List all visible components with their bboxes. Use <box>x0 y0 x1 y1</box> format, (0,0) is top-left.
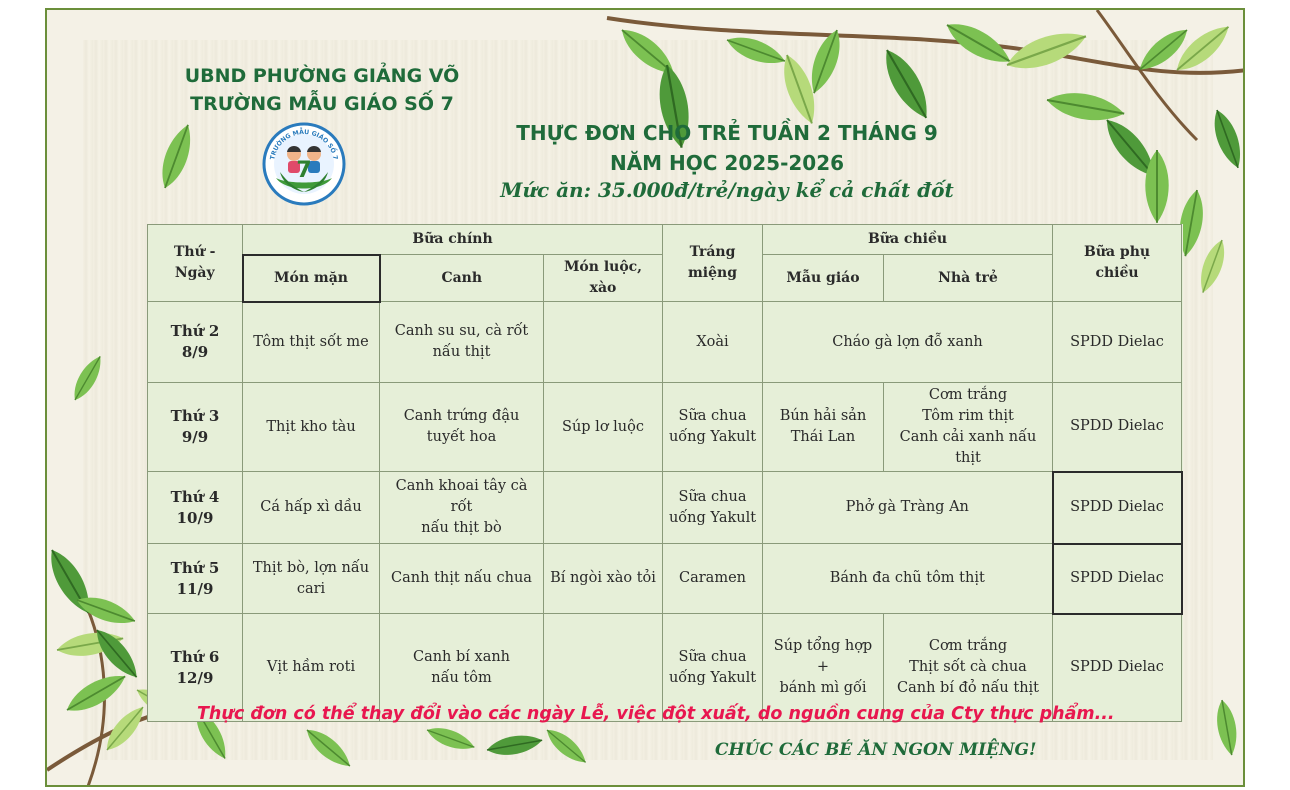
boiled-cell: Súp lơ luộc <box>544 383 663 472</box>
table-row <box>148 302 1182 383</box>
day-cell: Thứ 3 9/9 <box>148 383 243 472</box>
afternoon-cell: Phở gà Tràng An <box>763 472 1053 544</box>
header-day: Thứ - Ngày <box>148 225 243 302</box>
dessert-cell: Sữa chua uống Yakult <box>663 383 763 472</box>
day-cell: Thứ 2 8/9 <box>148 302 243 383</box>
header-nursery: Nhà trẻ <box>884 255 1053 302</box>
menu-change-note: Thực đơn có thể thay đổi vào các ngày Lễ, việc đột xuất, do nguồn cung của Cty thực phẩm... <box>197 704 1115 724</box>
org-line-1: UBND PHƯỜNG GIẢNG VÕ <box>184 65 460 87</box>
table-row <box>148 383 1182 472</box>
header-dessert: Tráng miệng <box>663 225 763 302</box>
salty-cell: Thịt kho tàu <box>243 383 380 472</box>
extra-cell: SPDD Dielac <box>1053 383 1182 472</box>
good-appetite-wish: CHÚC CÁC BÉ ĂN NGON MIỆNG! <box>715 740 1037 760</box>
day-cell: Thứ 5 11/9 <box>148 544 243 614</box>
organization-header <box>167 62 477 118</box>
table-row <box>148 544 1182 614</box>
header-extra-meal: Bữa phụ chiều <box>1053 225 1182 302</box>
title-line-1: THỰC ĐƠN CHO TRẺ TUẦN 2 THÁNG 9 <box>516 121 938 145</box>
afternoon-cell: Cháo gà lợn đỗ xanh <box>763 302 1053 383</box>
salty-cell: Vịt hầm roti <box>243 614 380 722</box>
soup-cell: Canh su su, cà rốt nấu thịt <box>380 302 544 383</box>
meal-price: Mức ăn: 35.000đ/trẻ/ngày kể cả chất đốt <box>500 178 954 202</box>
title-line-2: NĂM HỌC 2025-2026 <box>609 151 845 175</box>
header-soup: Canh <box>380 255 544 302</box>
salty-cell: Cá hấp xì dầu <box>243 472 380 544</box>
extra-cell: SPDD Dielac <box>1053 302 1182 383</box>
soup-cell: Canh bí xanh nấu tôm <box>380 614 544 722</box>
salty-cell: Thịt bò, lợn nấu cari <box>243 544 380 614</box>
menu-poster <box>45 8 1245 787</box>
dessert-cell: Xoài <box>663 302 763 383</box>
salty-cell: Tôm thịt sốt me <box>243 302 380 383</box>
header-salty-dish: Món mặn <box>243 255 380 302</box>
soup-cell: Canh trứng đậu tuyết hoa <box>380 383 544 472</box>
soup-cell: Canh khoai tây cà rốt nấu thịt bò <box>380 472 544 544</box>
kindergarten-cell: Súp tổng hợp + bánh mì gối <box>763 614 884 722</box>
header-afternoon-meal: Bữa chiều <box>763 225 1053 255</box>
extra-cell: SPDD Dielac <box>1053 472 1182 544</box>
header-boiled-dish: Món luộc, xào <box>544 255 663 302</box>
day-cell: Thứ 4 10/9 <box>148 472 243 544</box>
boiled-cell <box>544 472 663 544</box>
org-line-2: TRƯỜNG MẪU GIÁO SỐ 7 <box>190 93 454 115</box>
extra-cell: SPDD Dielac <box>1053 614 1182 722</box>
header-kindergarten: Mẫu giáo <box>763 255 884 302</box>
boiled-cell <box>544 302 663 383</box>
day-cell: Thứ 6 12/9 <box>148 614 243 722</box>
soup-cell: Canh thịt nấu chua <box>380 544 544 614</box>
dessert-cell: Caramen <box>663 544 763 614</box>
table-row <box>148 472 1182 544</box>
dessert-cell: Sữa chua uống Yakult <box>663 472 763 544</box>
header-main-meal: Bữa chính <box>243 225 663 255</box>
dessert-cell: Sữa chua uống Yakult <box>663 614 763 722</box>
school-logo <box>262 122 346 206</box>
boiled-cell: Bí ngòi xào tỏi <box>544 544 663 614</box>
svg-text:7: 7 <box>296 158 312 183</box>
nursery-cell: Cơm trắng Thịt sốt cà chua Canh bí đỏ nấu thịt <box>884 614 1053 722</box>
extra-cell: SPDD Dielac <box>1053 544 1182 614</box>
nursery-cell: Cơm trắng Tôm rim thịt Canh cải xanh nấu thịt <box>884 383 1053 472</box>
weekly-menu-table <box>147 224 1183 722</box>
menu-title <box>427 118 1027 178</box>
kindergarten-cell: Bún hải sản Thái Lan <box>763 383 884 472</box>
afternoon-cell: Bánh đa chũ tôm thịt <box>763 544 1053 614</box>
logo-text: TRƯỜNG MẪU GIÁO SỐ 7 <box>269 128 339 161</box>
